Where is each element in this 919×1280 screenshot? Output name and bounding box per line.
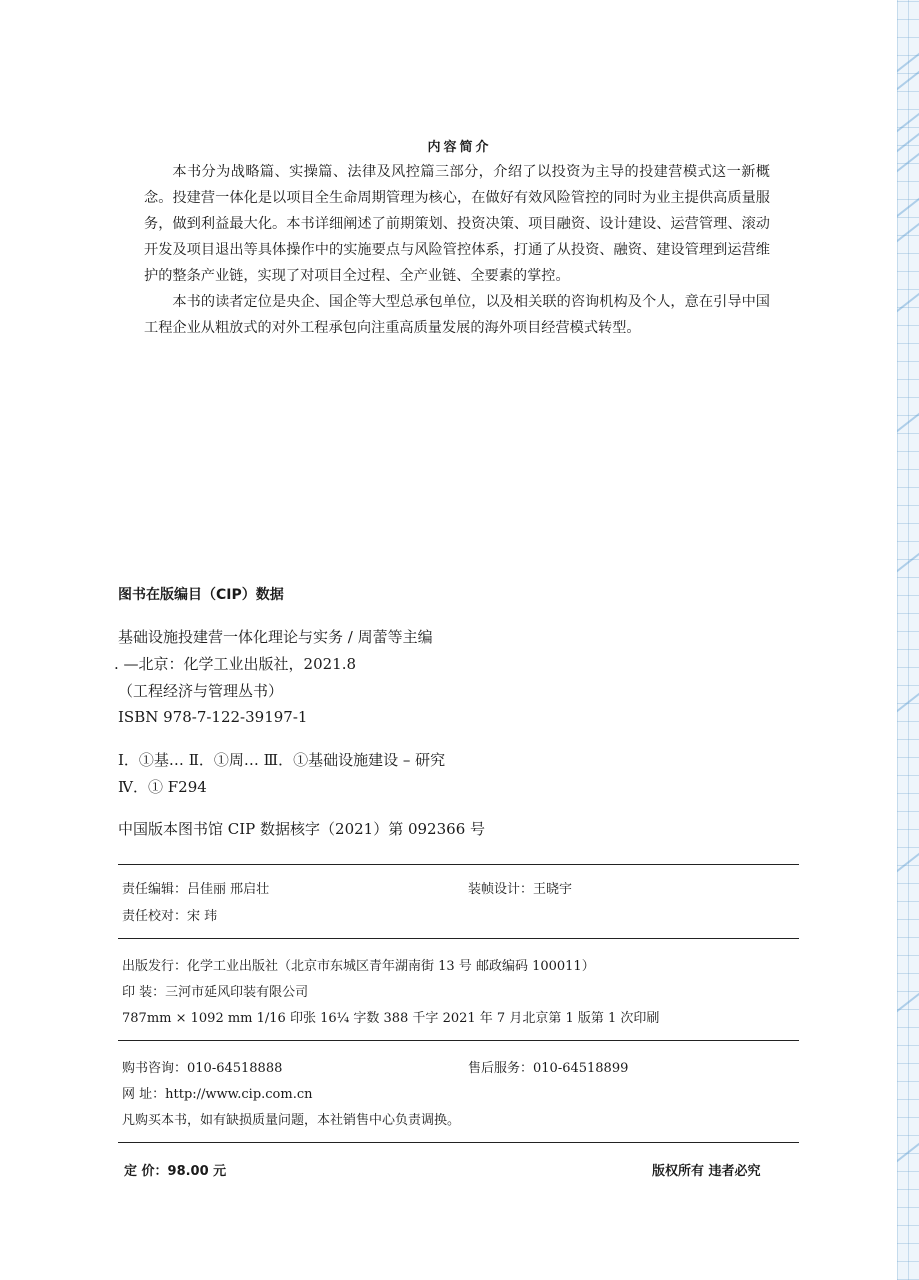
cover-designer: 装帧设计：王晓宇	[468, 882, 573, 897]
purchase-phone: 购书咨询：010-64518888	[122, 1061, 283, 1076]
divider-4	[118, 1142, 799, 1143]
cip-publisher-line: . —北京：化学工业出版社，2021.8	[114, 655, 357, 673]
printer-line: 印 装：三河市延风印装有限公司	[122, 985, 309, 1000]
cip-series-line: （工程经济与管理丛书）	[118, 682, 284, 700]
grid-paper-edge	[897, 0, 919, 1280]
cip-record-line: 中国版本图书馆 CIP 数据核字（2021）第 092366 号	[118, 820, 486, 838]
cip-book-line: 基础设施投建营一体化理论与实务 / 周蕾等主编	[118, 628, 433, 646]
price-line: 定 价：98.00 元	[124, 1164, 227, 1179]
intro-paragraph-2: 本书的读者定位是央企、国企等大型总承包单位，以及相关联的咨询机构及个人，意在引导中国工程企业从粗放式的对外工程承包向注重高质量发展的海外项目经营模式转型。	[144, 294, 770, 336]
intro-body	[144, 159, 770, 341]
intro-paragraph-1: 本书分为战略篇、实操篇、法律及风控篇三部分，介绍了以投资为主导的投建营模式这一新概念。投建营一体化是以项目全生命周期管理为核心，在做好有效风险管控的同时为业主提供高质量服务，做到利益最大化。本书详细阐述了前期策划、投资决策、项目融资、设计建设、运营管理、滚动开发及项目退出等具体操作中的实施要点与风险管控体系，打通了从投资、融资、建设管理到运营维护的整条产业链，实现了对项目全过程、全产业链、全要素的掌控。	[144, 164, 770, 284]
responsible-proofreader: 责任校对：宋 玮	[122, 909, 218, 924]
cip-classification-line-1: Ⅰ．①基… Ⅱ．①周… Ⅲ．①基础设施建设 – 研究	[118, 751, 446, 769]
cip-isbn-line: ISBN 978-7-122-39197-1	[118, 708, 308, 726]
divider-1	[118, 864, 799, 865]
responsible-editor: 责任编辑：吕佳丽 邢启壮	[122, 882, 270, 897]
divider-3	[118, 1040, 799, 1041]
cip-classification-line-2: Ⅳ．① F294	[118, 778, 207, 796]
notice-line: 凡购买本书，如有缺损质量问题，本社销售中心负责调换。	[122, 1113, 461, 1128]
divider-2	[118, 938, 799, 939]
cip-title: 图书在版编目（CIP）数据	[118, 587, 284, 603]
copyright-line: 版权所有 违者必究	[652, 1164, 761, 1179]
specs-line: 787mm × 1092 mm 1/16 印张 16¼ 字数 388 千字 2021 年 7 月北京第 1 版第 1 次印刷	[122, 1011, 660, 1026]
intro-title: 内容简介	[427, 140, 492, 155]
distributor-line: 出版发行：化学工业出版社（北京市东城区青年湖南街 13 号 邮政编码 100011）	[122, 959, 595, 974]
website-line: 网 址：http://www.cip.com.cn	[122, 1087, 313, 1102]
aftersale-phone: 售后服务：010-64518899	[468, 1061, 629, 1076]
